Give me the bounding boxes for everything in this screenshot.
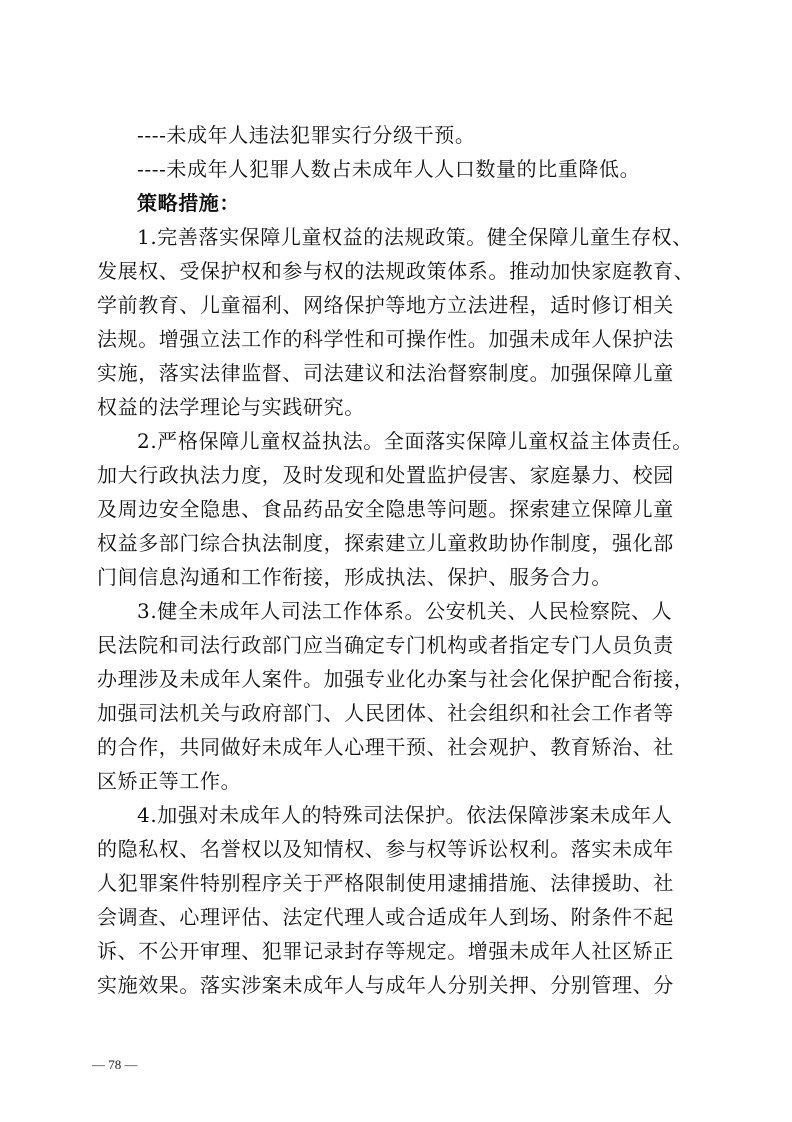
text-line: 的合作，共同做好未成年人心理干预、社会观护、教育矫治、社	[97, 735, 674, 759]
document-body	[97, 118, 701, 1002]
text-line: 4.加强对未成年人的特殊司法保护。依法保障涉案未成年人	[137, 803, 673, 827]
text-line: 会调查、心理评估、法定代理人或合适成年人到场、附条件不起	[97, 905, 674, 929]
text-line: ----未成年人违法犯罪实行分级干预。	[137, 123, 476, 147]
text-line: ----未成年人犯罪人数占未成年人人口数量的比重降低。	[137, 157, 641, 181]
text-line: 诉、不公开审理、犯罪记录封存等规定。增强未成年人社区矫正	[97, 939, 674, 963]
text-line: 门间信息沟通和工作衔接，形成执法、保护、服务合力。	[97, 565, 612, 589]
text-line: 民法院和司法行政部门应当确定专门机构或者指定专门人员负责	[97, 633, 674, 657]
text-line: 实施，落实法律监督、司法建议和法治督察制度。加强保障儿童	[97, 361, 674, 385]
text-line: 法规。增强立法工作的科学性和可操作性。加强未成年人保护法	[97, 327, 674, 351]
text-line: 加大行政执法力度，及时发现和处置监护侵害、家庭暴力、校园	[97, 463, 674, 487]
text-line: 3.健全未成年人司法工作体系。公安机关、人民检察院、人	[137, 599, 673, 623]
text-line: 的隐私权、名誉权以及知情权、参与权等诉讼权利。落实未成年	[97, 837, 674, 861]
text-line: 2.严格保障儿童权益执法。全面落实保障儿童权益主体责任。	[137, 429, 693, 453]
text-line: 加强司法机关与政府部门、人民团体、社会组织和社会工作者等	[97, 701, 674, 725]
page-number: — 78 —	[92, 1057, 138, 1072]
text-line: 学前教育、儿童福利、网络保护等地方立法进程，适时修订相关	[97, 293, 674, 317]
text-line: 办理涉及未成年人案件。加强专业化办案与社会化保护配合衔接，	[97, 667, 695, 691]
text-line: 区矫正等工作。	[97, 769, 242, 793]
text-line: 人犯罪案件特别程序关于严格限制使用逮捕措施、法律援助、社	[97, 871, 674, 895]
text-line: 及周边安全隐患、食品药品安全隐患等问题。探索建立保障儿童	[97, 497, 674, 521]
text-line: 权益的法学理论与实践研究。	[97, 395, 365, 419]
text-line: 权益多部门综合执法制度，探索建立儿童救助协作制度，强化部	[97, 531, 674, 555]
text-line: 实施效果。落实涉案未成年人与成年人分别关押、分别管理、分	[97, 973, 674, 997]
text-line: 发展权、受保护权和参与权的法规政策体系。推动加快家庭教育、	[97, 259, 695, 283]
text-line: 1.完善落实保障儿童权益的法规政策。健全保障儿童生存权、	[137, 225, 693, 249]
section-heading: 策略措施：	[137, 191, 240, 215]
